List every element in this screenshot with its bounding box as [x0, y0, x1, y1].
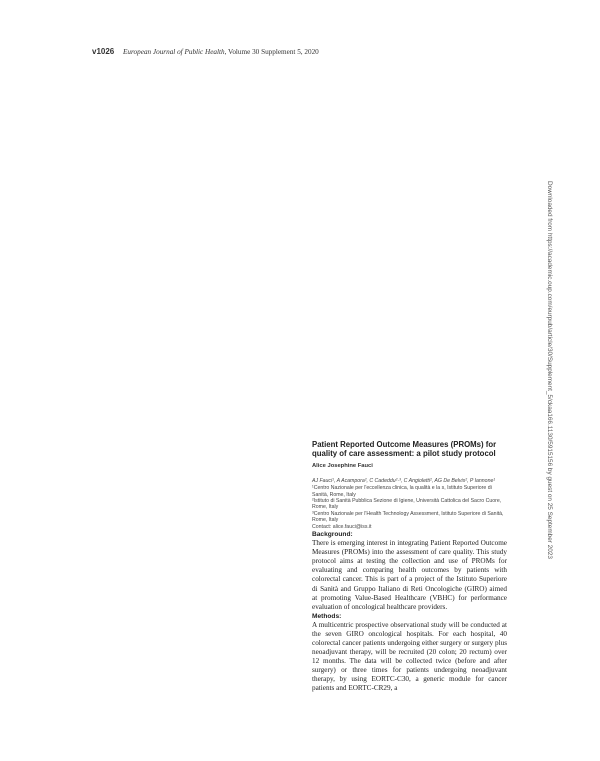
journal-name: European Journal of Public Health	[123, 48, 225, 56]
download-watermark: Downloaded from https://academic.oup.com/eurpub/article/30/Supplement_5/ckaa166.1130/5915156 by guest on 25 September 2023	[546, 181, 553, 559]
section-heading-methods: Methods:	[312, 612, 342, 620]
section-heading-background: Background:	[312, 531, 353, 539]
affiliation-1: ¹Centro Nazionale per l'eccellenza clinica, la qualità e la s, Istituto Superiore di Sanità, Rome, Italy	[312, 485, 492, 498]
author-affiliations	[312, 478, 507, 530]
section-text-methods: A multicentric prospective observational study will be conducted at the seven GIRO oncological hospitals. For each hospital, 40 colorectal cancer patients undergoing either surgery or surgery plus neoadjuvant therapy, will be recruited (20 colon; 20 rectum) over 12 months. The data will be collected twice (before and after surgery) or three times for patients undergoing neoadjuvant therapy, by using EORTC-C30, a generic module for cancer patients and EORTC-CR29, a	[312, 620, 507, 693]
author-list: AJ Fauci¹, A Acampora², C Cadeddu²·³, C Angioletti², AG De Belvis², P Iannone¹	[312, 477, 496, 484]
page-number: v1026	[92, 47, 115, 56]
article-title: Patient Reported Outcome Measures (PROMs) for quality of care assessment: a pilot study protocol	[312, 440, 497, 459]
affiliation-3: ³Centro Nazionale per l'Health Technology Assessment, Istituto Superiore di Sanità, Rome, Italy	[312, 510, 504, 524]
abstract-article	[312, 440, 507, 694]
running-header	[92, 47, 319, 56]
section-text-background: There is emerging interest in integrating Patient Reported Outcome Measures (PROMs) into the assessment of care quality. This study protocol aims at testing the collection and use of PROMs for evaluating and comparing health outcomes by patients with colorectal cancer. This is part of a project of the Istituto Superiore di Sanità and Gruppo Italiano di Reti Oncologiche (GIRO) aimed at promoting Value-Based Healthcare (VBHC) for performance evaluation of oncological healthcare providers.	[312, 539, 507, 611]
journal-issue: , Volume 30 Supplement 5, 2020	[224, 48, 319, 56]
contact-email: Contact: alice.fauci@iss.it	[312, 523, 372, 530]
affiliation-2: ²Istituto di Sanità Pubblica Sezione di Igiene, Università Cattolica del Sacro Cuore, Rome, Italy	[312, 498, 502, 511]
presenting-author: Alice Josephine Fauci	[312, 462, 373, 469]
